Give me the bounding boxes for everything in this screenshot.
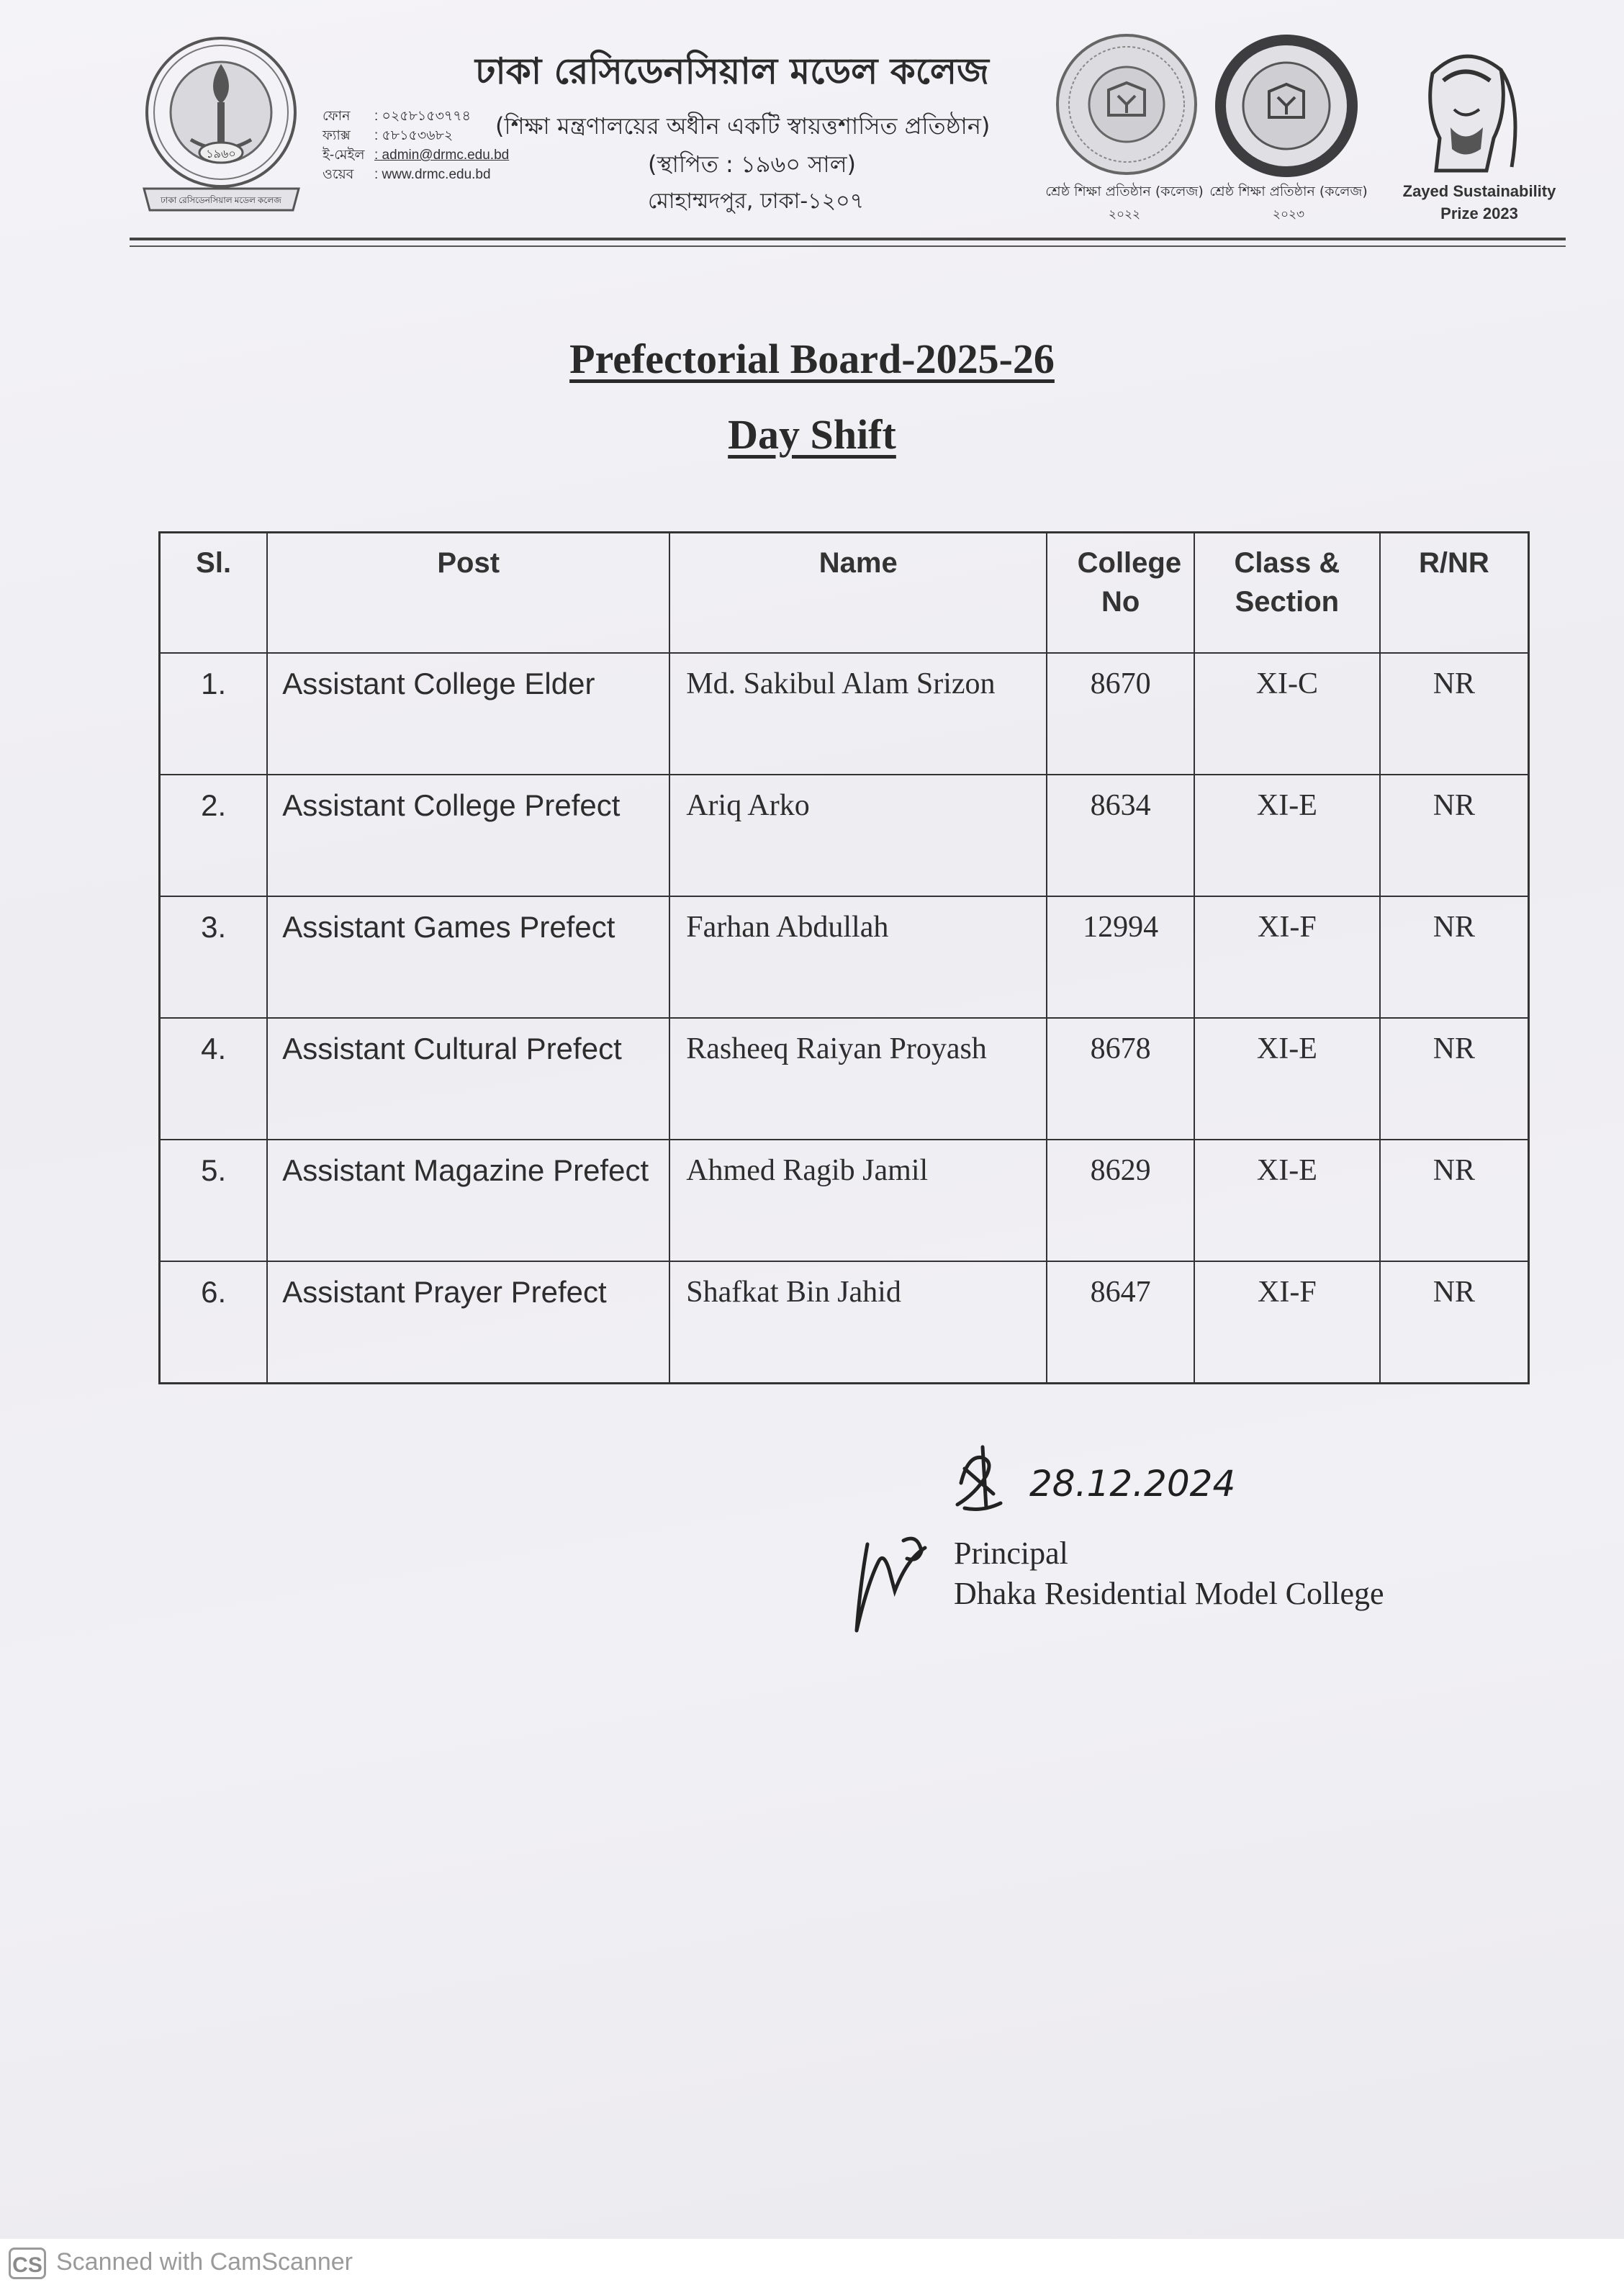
cell-name: Ahmed Ragib Jamil [669, 1140, 1047, 1261]
signature-date: 28.12.2024 [1029, 1463, 1236, 1505]
cell-name: Shafkat Bin Jahid [669, 1261, 1047, 1384]
award-seal-2023 [1213, 32, 1361, 180]
cell-post: Assistant Games Prefect [267, 896, 669, 1018]
header-college-no-label: College No [1077, 547, 1182, 618]
cell-name: Rasheeq Raiyan Proyash [669, 1018, 1047, 1140]
crest-banner: ঢাকা রেসিডেনসিয়াল মডেল কলেজ [161, 195, 281, 205]
header-divider-thin [130, 245, 1566, 247]
cell-sl: 5. [160, 1140, 268, 1261]
cell-name: Farhan Abdullah [669, 896, 1047, 1018]
header-post: Post [267, 533, 669, 654]
header-class-section [1194, 533, 1380, 654]
cell-sl: 2. [160, 775, 268, 896]
table-header-row [160, 533, 1529, 654]
cell-rnr: NR [1380, 896, 1529, 1018]
cell-rnr: NR [1380, 653, 1529, 775]
header-college-no [1047, 533, 1194, 654]
cell-name: Ariq Arko [669, 775, 1047, 896]
cell-college-no: 8634 [1047, 775, 1194, 896]
cell-sl: 1. [160, 653, 268, 775]
established-bn: (স্থাপিত : ১৯৬০ সাল) [648, 150, 857, 178]
award2-year: ২০২৩ [1272, 207, 1305, 222]
table-row [160, 1261, 1529, 1384]
header-divider [130, 238, 1566, 240]
header-sl: Sl. [160, 533, 268, 654]
header-class-section-label: Class & Section [1234, 547, 1340, 618]
cell-college-no: 8678 [1047, 1018, 1194, 1140]
signatory-institution: Dhaka Residential Model College [954, 1576, 1384, 1611]
phone-label: ফোন [322, 109, 351, 124]
cell-sl: 6. [160, 1261, 268, 1384]
signature-block [954, 1533, 1384, 1614]
crest-year: ১৯৬০ [206, 148, 236, 161]
table-row [160, 1140, 1529, 1261]
cell-post: Assistant College Prefect [267, 775, 669, 896]
cell-post: Assistant Cultural Prefect [267, 1018, 669, 1140]
cell-post: Assistant Prayer Prefect [267, 1261, 669, 1384]
camscanner-logo-icon: CS [9, 2248, 46, 2279]
email-value: : admin@drmc.edu.bd [374, 148, 510, 163]
web-label: ওয়েব [322, 167, 354, 182]
cell-class-section: XI-F [1194, 896, 1380, 1018]
zayed-portrait-icon [1393, 30, 1537, 174]
cell-sl: 3. [160, 896, 268, 1018]
fax-label: ফ্যাক্স [322, 128, 351, 143]
cell-rnr: NR [1380, 1140, 1529, 1261]
cell-class-section: XI-E [1194, 1018, 1380, 1140]
cell-rnr: NR [1380, 775, 1529, 896]
cell-college-no: 8647 [1047, 1261, 1194, 1384]
cell-rnr: NR [1380, 1018, 1529, 1140]
college-subtitle-bn: (শিক্ষা মন্ত্রণালয়ের অধীন একটি স্বায়ত্তশাসিত প্রতিষ্ঠান) [495, 112, 991, 140]
email-label: ই-মেইল [322, 148, 365, 163]
cell-college-no: 12994 [1047, 896, 1194, 1018]
college-crest-logo [140, 32, 302, 222]
cell-class-section: XI-E [1194, 1140, 1380, 1261]
page-subtitle: Day Shift [728, 411, 896, 458]
cell-college-no: 8670 [1047, 653, 1194, 775]
award2-caption: শ্রেষ্ঠ শিক্ষা প্রতিষ্ঠান (কলেজ) [1209, 184, 1368, 199]
cell-name: Md. Sakibul Alam Srizon [669, 653, 1047, 775]
camscanner-text: Scanned with CamScanner [56, 2248, 353, 2276]
cell-post: Assistant College Elder [267, 653, 669, 775]
award3-year: Prize 2023 [1440, 204, 1518, 222]
page-title: Prefectorial Board-2025-26 [569, 335, 1055, 382]
cell-post: Assistant Magazine Prefect [267, 1140, 669, 1261]
award1-caption: শ্রেষ্ঠ শিক্ষা প্রতিষ্ঠান (কলেজ) [1045, 184, 1204, 199]
contact-info [322, 107, 509, 184]
cell-class-section: XI-E [1194, 775, 1380, 896]
cell-class-section: XI-C [1194, 653, 1380, 775]
award3-title: Zayed Sustainability [1402, 182, 1556, 200]
table-row [160, 775, 1529, 896]
college-name-bn: ঢাকা রেসিডেনসিয়াল মডেল কলেজ [475, 50, 989, 92]
cell-sl: 4. [160, 1018, 268, 1140]
cell-class-section: XI-F [1194, 1261, 1380, 1384]
award1-year: ২০২২ [1108, 207, 1141, 222]
header-rnr: R/NR [1380, 533, 1529, 654]
table-row [160, 653, 1529, 775]
prefect-table [158, 531, 1530, 1384]
address-bn: মোহাম্মদপুর, ঢাকা-১২০৭ [648, 189, 865, 214]
table-row [160, 1018, 1529, 1140]
table-row [160, 896, 1529, 1018]
cell-college-no: 8629 [1047, 1140, 1194, 1261]
award3-caption [1386, 180, 1573, 225]
header-name: Name [669, 533, 1047, 654]
fax-value: : ৫৮১৫৩৬৮২ [374, 128, 454, 143]
award-seal-2022 [1055, 32, 1199, 176]
signatory-designation: Principal [954, 1536, 1068, 1571]
cell-rnr: NR [1380, 1261, 1529, 1384]
web-value: : www.drmc.edu.bd [374, 167, 491, 182]
phone-value: : ০২৫৮১৫৩৭৭৪ [374, 109, 471, 124]
